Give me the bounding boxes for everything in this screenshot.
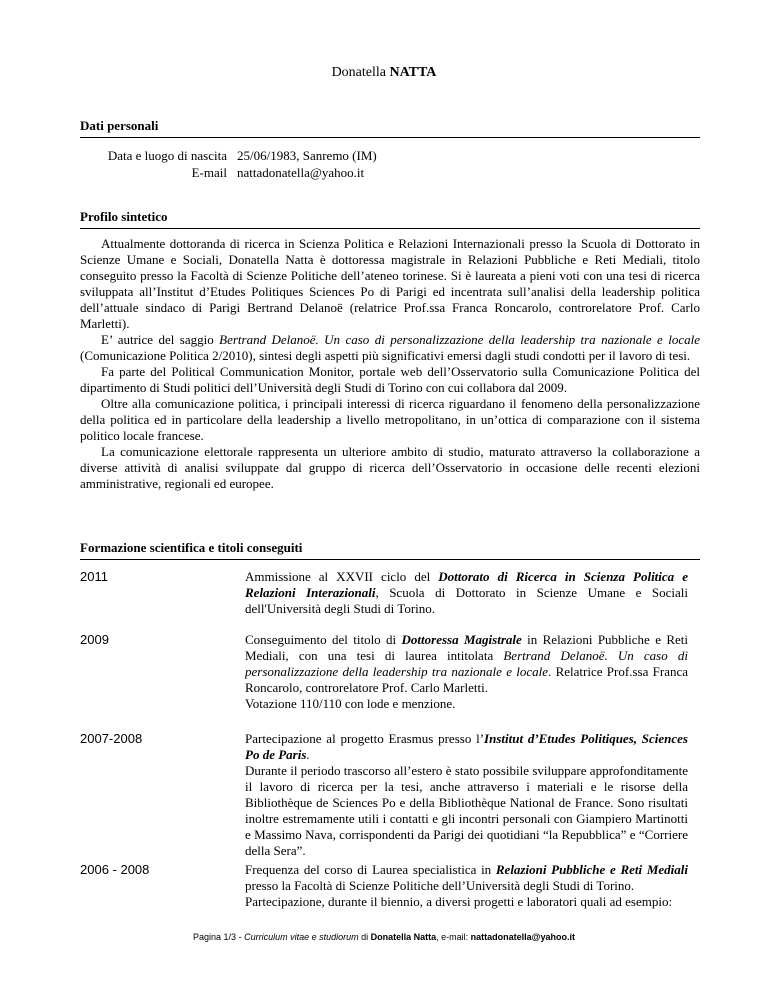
e3-highlight: Institut d’Etudes Politiques, Sciences Po de Paris [245,731,688,762]
profile-p2-text-b: (Comunicazione Politica 2/2010), sintesi degli aspetti più significativi emersi dagli studi condotti per il lavoro di tesi. [80,348,691,363]
profile-p2-text-a: E’ autrice del saggio [101,332,220,347]
birth-value: 25/06/1983, Sanremo (IM) [237,148,377,163]
education-entry-1 [245,569,688,617]
section-title-personal: Dati personali [80,118,700,138]
page-footer [0,932,768,942]
education-entry-3 [245,731,688,859]
footer-di: di [358,932,371,942]
footer-email: nattadonatella@yahoo.it [470,932,575,942]
e1-highlight: Dottorato di Ricerca in Scienza Politica e Relazioni Interazionali [245,569,688,600]
e3-text-a: Partecipazione al progetto Erasmus presso l’ [245,731,485,746]
e2-text-c: . Relatrice Prof.ssa Franca Roncarolo, controrelatore Prof. Carlo Marletti. [245,664,688,695]
e4-text-b: presso la Facoltà di Scienze Politiche dell’Università degli Studi di Torino. [245,878,635,893]
e4-text-a: Frequenza del corso di Laurea specialistica in [245,862,496,877]
education-entry-4 [245,862,688,910]
e4-details: Partecipazione, durante il biennio, a diversi progetti e laboratori quali ad esempio: [245,894,673,909]
section-title-education: Formazione scientifica e titoli conseguiti [80,540,700,560]
document-author-name [0,65,768,81]
profile-paragraph-2 [80,332,700,364]
education-year-2: 2009 [80,632,109,647]
birth-label: Data e luogo di nascita [107,148,227,163]
e2-highlight: Dottoressa Magistrale [401,632,522,647]
profile-paragraph-4: Oltre alla comunicazione politica, i principali interessi di ricerca riguardano il fenomeno della personalizzazione della politica ed in particolare della leadership a livello metropolitano, in un’ottica di comparazione con il sistema politico locale francese. [80,396,700,443]
email-value: nattadonatella@yahoo.it [237,165,365,180]
education-year-4: 2006 - 2008 [80,862,150,877]
footer-page-number: Pagina 1/3 - [193,932,245,942]
profile-paragraph-5: La comunicazione elettorale rappresenta un ulteriore ambito di studio, maturato attraverso la collaborazione a diverse attività di analisi sviluppate dal gruppo di ricerca dell’Osservatorio in occasione delle recenti elezioni amministrative, regionali ed europee. [80,444,700,491]
education-entry-2 [245,632,688,712]
first-name: Donatella [331,65,386,80]
education-year-1: 2011 [80,569,108,584]
footer-name: Donatella Natta [370,932,437,942]
education-year-3: 2007-2008 [80,731,143,746]
profile-text [80,236,700,492]
footer-email-label: , e-mail: [436,932,471,942]
thesis-title: Bertrand Delanoë. Un caso di personalizzazione della leadership tra nazionale e locale [245,648,688,679]
e2-text-b: in Relazioni Pubbliche e Reti Mediali, con una tesi di laurea intitolata [245,632,688,663]
e1-text-b: , Scuola di Dottorato in Scienze Umane e Sociali dell'Università degli Studi di Torino. [245,585,689,616]
last-name: NATTA [389,65,437,80]
e3-details: Durante il periodo trascorso all’estero è stato possibile sviluppare approfonditamente il lavoro di ricerca per la tesi, anche attraverso i materiali e le risorse della Bibliothèque de Sciences Po e della Bibliothèque National de France. Sono risultati inoltre estremamente utili i contatti e gli incontri personali con Giampiero Martinotti e Massimo Nava, corrispondenti da Parigi dei quotidiani “la Repubblica” e “Corriere della Sera”. [245,763,688,858]
e2-grade: Votazione 110/110 con lode e menzione. [245,696,456,711]
e3-text-b: . [306,747,310,762]
section-title-profile: Profilo sintetico [80,209,700,229]
e1-text-a: Ammissione al XXVII ciclo del [245,569,439,584]
email-label: E-mail [191,165,227,180]
essay-title: Bertrand Delanoë. Un caso di personalizzazione della leadership tra nazionale e locale [219,332,700,347]
profile-paragraph-1: Attualmente dottoranda di ricerca in Scienza Politica e Relazioni Internazionali presso la Scuola di Dottorato in Scienze Umane e Sociali, Donatella Natta è dottoressa magistrale in Relazioni Pubbliche e Reti Mediali, titolo conseguito presso la Facoltà di Scienze Politiche dell’ateneo torinese. Si è laureata a pieni voti con una tesi di ricerca sviluppata all’Institut d’Etudes Politiques Sciences Po di Parigi ed incentrata sull’analisi della leadership politica dell’attuale sindaco di Parigi Bertrand Delanoë (relatrice Prof.ssa Franca Roncarolo, controrelatore Prof. Carlo Marletti). [80,236,700,331]
e4-highlight: Relazioni Pubbliche e Reti Mediali [495,862,688,877]
profile-paragraph-3: Fa parte del Political Communication Monitor, portale web dell’Osservatorio sulla Comunicazione Politica del dipartimento di Studi politici dell’Università degli Studi di Torino con cui collabora dal 2009. [80,364,700,395]
e2-text-a: Conseguimento del titolo di [245,632,402,647]
footer-cv: Curriculum vitae e studiorum [244,932,359,942]
